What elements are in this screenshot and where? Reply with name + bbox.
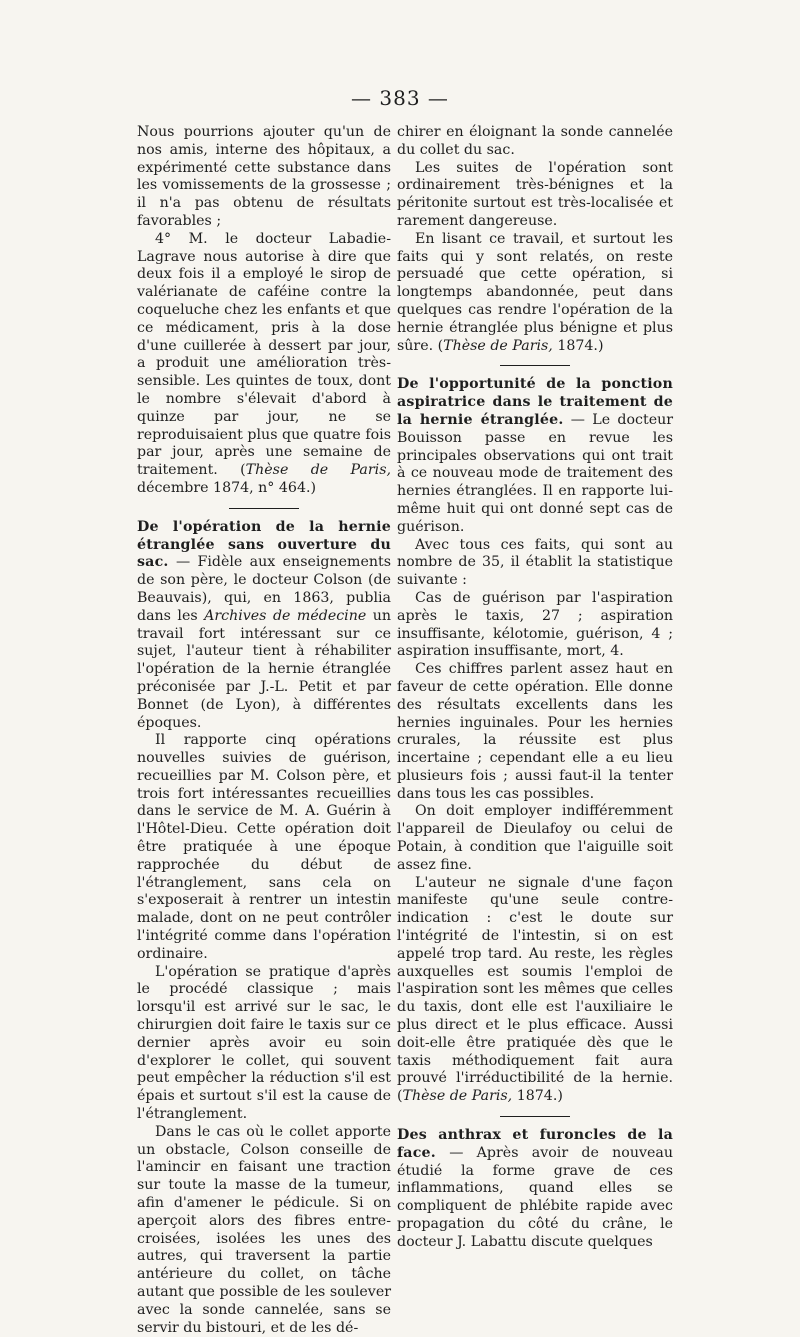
paragraph: L'opération se pratique d'après le procédé classique ; mais lorsqu'il est arrivé sur le sac, le chirurgien doit faire le taxis sur ce dernier après avoir eu soin d'explorer le collet, qui souvent peut empêcher la réduction s'il est épais et surtout s'il est la cause de l'étranglement. [137,963,391,1123]
paragraph-text: 1874.) [512,1088,563,1105]
right-column [397,124,673,1252]
paragraph: On doit employer indifféremment l'appareil de Dieulafoy ou celui de Potain, à condition que l'aiguille soit assez fine. [397,803,673,873]
section-title: De l'opportunité de la ponction aspiratrice dans le traitement de la hernie étranglée. [397,376,673,428]
paragraph: Nous pourrions ajouter qu'un de nos amis, interne des hôpitaux, a expérimenté cette substance dans les vomissements de la grossesse ; il n'a pas obtenu de résultats favorables ; [137,124,391,229]
section-divider [500,365,570,366]
paragraph-text: — Le docteur Bouisson passe en revue les principales observations qui ont trait à ce nouveau mode de traitement des hernies étranglées. Il en rapporte lui-même huit qui ont donné sept cas de guérison. [397,411,674,535]
paragraph: Les suites de l'opération sont ordinairement très-bénignes et la péritonite surtout est très-localisée et rarement dangereuse. [397,159,673,229]
journal-name: Archives de médecine [204,607,367,624]
paragraph: Dans le cas où le collet apporte un obstacle, Colson conseille de l'amincir en faisant une traction sur toute la masse de la tumeur, afin d'amener le pédicule. Si on aperçoit alors des fibres entre-croisées, isolées les unes des autres, qui traversent la partie antérieure du collet, on tâche autant que possible de les soulever avec la sonde cannelée, sans se servir du bistouri, et de les dé- [137,1123,391,1336]
paragraph [397,875,673,1106]
section-title: De l'opération de la hernie étranglée sans ouverture du sac. [137,518,391,571]
paragraph-text: — Fidèle aux enseignements de son père, le docteur Colson (de Beauvais), qui, en 1863, publia dans les [137,554,391,624]
citation: Thèse de Paris, [245,462,391,479]
paragraph-text: — Après avoir de nouveau étudié la forme grave de ces inflammations, quand elles se compliquent de phlébite rapide avec propagation du côté du crâne, le docteur J. Labattu discute quelques [397,1144,673,1250]
paragraph: chirer en éloignant la sonde cannelée du collet du sac. [397,124,673,158]
page-number: — 383 — [351,86,449,110]
section-title: Des anthrax et furoncles de la face. [397,1127,673,1161]
paragraph: Avec tous ces faits, qui sont au nombre de 35, il établit la statistique suivante : [397,536,673,589]
paragraph-text: un travail fort intéressant sur ce sujet, l'auteur tient à réhabiliter l'opération de la hernie étranglée préconisée par J.-L. Petit et par Bonnet (de Lyon), à différentes époques. [137,607,391,731]
paragraph: Ces chiffres parlent assez haut en faveur de cette opération. Elle donne des résultats excellents dans les hernies inguinales. Pour les hernies crurales, la réussite est plus incertaine ; cependant elle a eu lieu plusieurs fois ; aussi faut-il la tenter dans tous les cas possibles. [397,661,673,802]
section-paragraph [397,1127,673,1252]
paragraph: Cas de guérison par l'aspiration après le taxis, 27 ; aspiration insuffisante, kélotomie, guérison, 4 ; aspiration insuffisante, mort, 4. [397,589,673,660]
section-divider [229,508,299,509]
paragraph-text: décembre 1874, n° 464.) [137,479,317,496]
paragraph [137,231,391,498]
paragraph-text: 1874.) [552,337,604,354]
section-paragraph [137,519,391,733]
section-paragraph [397,376,673,536]
citation: Thèse de Paris, [443,337,553,354]
left-column [137,124,391,1337]
section-divider [500,1116,570,1117]
citation: Thèse de Paris, [402,1088,513,1105]
paragraph [397,231,673,356]
paragraph-text: L'auteur ne signale d'une façon manifeste qu'une seule contre-indication : c'est le doute sur l'intégrité de l'intestin, si on est appelé trop tard. Au reste, les règles auxquelles est soumis l'emploi de l'aspiration sont les mêmes que celles du taxis, dont elle est l'auxiliaire le plus direct et le plus efficace. Aussi doit-elle être pratiquée dès que le taxis méthodiquement fait aura prouvé l'irréductibilité de la hernie. ( [397,874,673,1105]
paragraph: Il rapporte cinq opérations nouvelles suivies de guérison, recueillies par M. Colson père, et trois fort intéressantes recueillies dans le service de M. A. Guérin à l'Hôtel-Dieu. Cette opération doit être pratiquée à une époque rapprochée du début de l'étranglement, sans cela on s'exposerait à rentrer un intestin malade, dont on ne peut contrôler l'intégrité comme dans l'opération ordinaire. [137,732,391,962]
paragraph-text: 4° M. le docteur Labadie-Lagrave nous autorise à dire que deux fois il a employé le sirop de valérianate de caféine contre la coqueluche chez les enfants et que ce médicament, pris à la dose d'une cuillerée à dessert par jour, a produit une amélioration très-sensible. Les quintes de toux, dont le nombre s'élevait d'abord à quinze par jour, ne se reproduisaient plus que quatre fois par jour, après une semaine de traitement. ( [137,230,391,479]
paragraph-text: En lisant ce travail, et surtout les faits qui y sont relatés, on reste persuadé que cette opération, si longtemps abandonnée, peut dans quelques cas rendre l'opération de la hernie étranglée plus bénigne et plus sûre. ( [397,230,673,354]
